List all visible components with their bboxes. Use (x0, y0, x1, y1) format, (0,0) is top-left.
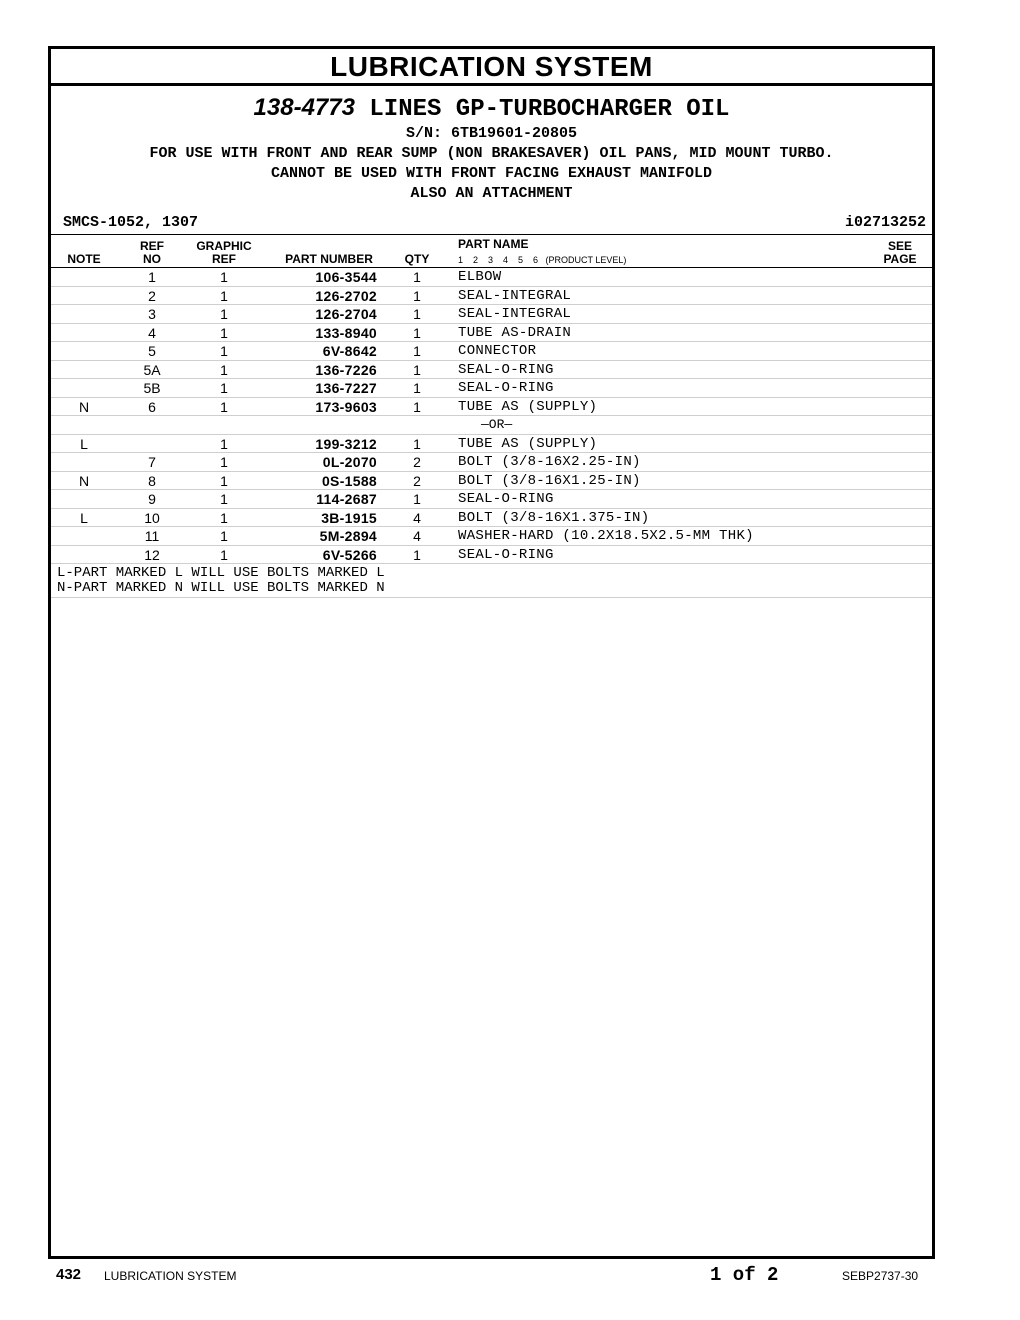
qty-cell: 2 (413, 454, 421, 470)
part-number-cell: 106-3544 (315, 269, 377, 285)
ref-no-cell: 12 (144, 546, 160, 563)
qty-cell: 1 (413, 435, 421, 452)
table-row (51, 324, 932, 343)
table-header (51, 235, 932, 268)
footer-section: LUBRICATION SYSTEM (104, 1269, 237, 1283)
usage-note-1: FOR USE WITH FRONT AND REAR SUMP (NON BRAKESAVER) OIL PANS, MID MOUNT TURBO. (149, 145, 834, 162)
table-footnotes (51, 564, 932, 598)
col-part-name-label: PART NAME (458, 237, 529, 251)
col-note: NOTE (67, 252, 101, 266)
part-name-cell: CONNECTOR (458, 343, 537, 359)
group-title (51, 94, 932, 124)
col-graphic-ref (187, 240, 261, 266)
part-name-cell: TUBE AS-DRAIN (458, 324, 572, 341)
system-title: LUBRICATION SYSTEM (51, 49, 932, 86)
part-number-cell: 3B-1915 (321, 509, 377, 526)
ref-no-cell: 5 (148, 343, 156, 359)
part-number-cell: 0L-2070 (322, 454, 377, 470)
usage-note-3: ALSO AN ATTACHMENT (410, 185, 573, 202)
table-row (51, 342, 932, 361)
qty-cell: 1 (413, 380, 421, 396)
group-number: 138-4773 (253, 94, 355, 121)
table-row (51, 398, 932, 417)
col-part-number: PART NUMBER (285, 252, 373, 266)
col-see-page-top: SEE (887, 239, 912, 253)
part-name-cell: ELBOW (458, 269, 502, 285)
part-number-cell: 114-2687 (316, 491, 377, 507)
col-ref-no-top: REF (140, 239, 164, 253)
table-row (51, 305, 932, 324)
illustration-id: i02713252 (844, 214, 926, 231)
ref-no-cell: 1 (148, 269, 156, 285)
part-name-cell: BOLT (3/8-16X1.375-IN) (458, 509, 650, 526)
qty-cell: 1 (413, 361, 421, 378)
table-row (51, 361, 932, 380)
graphic-ref-cell: 1 (220, 324, 228, 341)
part-number-cell: 173-9603 (315, 398, 377, 415)
table-row (51, 490, 932, 509)
graphic-ref-cell: 1 (220, 343, 228, 359)
ref-no-cell: 5A (143, 361, 161, 378)
or-separator-row (51, 416, 932, 435)
qty-cell: 1 (413, 343, 421, 359)
col-qty: QTY (404, 252, 430, 266)
part-number-cell: 199-3212 (315, 435, 377, 452)
table-row (51, 287, 932, 306)
part-name-cell: WASHER-HARD (10.2X18.5X2.5-MM THK) (458, 528, 754, 544)
part-number-cell: 5M-2894 (319, 528, 377, 544)
graphic-ref-cell: 1 (220, 361, 228, 378)
part-number-cell: 133-8940 (315, 324, 377, 341)
graphic-ref-cell: 1 (220, 380, 228, 396)
group-header (51, 94, 932, 204)
graphic-ref-cell: 1 (220, 528, 228, 544)
smcs-codes: SMCS-1052, 1307 (63, 214, 199, 231)
part-number-cell: 0S-1588 (321, 472, 377, 489)
graphic-ref-cell: 1 (220, 472, 228, 489)
ref-no-cell: 11 (144, 528, 160, 544)
part-name-cell: TUBE AS (SUPPLY) (458, 398, 598, 415)
footnote-l: L-PART MARKED L WILL USE BOLTS MARKED L (57, 565, 385, 581)
ref-no-cell: 10 (144, 509, 160, 526)
graphic-ref-cell: 1 (220, 287, 228, 304)
group-name: LINES GP-TURBOCHARGER OIL (369, 96, 730, 123)
table-row (51, 435, 932, 454)
usage-note-2: CANNOT BE USED WITH FRONT FACING EXHAUST MANIFOLD (270, 165, 713, 182)
part-name-cell: BOLT (3/8-16X1.25-IN) (458, 472, 641, 489)
parts-page-frame (48, 46, 935, 1259)
qty-cell: 1 (413, 491, 421, 507)
page-number: 432 (56, 1266, 82, 1283)
note-cell: N (78, 398, 90, 415)
part-number-cell: 6V-5266 (322, 546, 377, 563)
qty-cell: 4 (413, 509, 421, 526)
graphic-ref-cell: 1 (220, 454, 228, 470)
graphic-ref-cell: 1 (220, 398, 228, 415)
graphic-ref-cell: 1 (220, 509, 228, 526)
page-footer (0, 1262, 1020, 1292)
qty-cell: 1 (413, 398, 421, 415)
part-name-cell: SEAL-O-RING (458, 491, 554, 507)
col-part-name (458, 238, 626, 267)
table-row (51, 546, 932, 565)
ref-no-cell: 8 (148, 472, 156, 489)
graphic-ref-cell: 1 (220, 546, 228, 563)
serial-number: S/N: 6TB19601-20805 (405, 125, 578, 142)
ref-no-cell: 6 (148, 398, 156, 415)
ref-no-cell: 3 (148, 306, 156, 322)
part-number-cell: 6V-8642 (322, 343, 377, 359)
ref-no-cell: 7 (148, 454, 156, 470)
footnote-n: N-PART MARKED N WILL USE BOLTS MARKED N (57, 580, 385, 596)
part-number-cell: 126-2702 (315, 287, 377, 304)
col-ref-no (117, 240, 187, 266)
table-row (51, 509, 932, 528)
table-row (51, 453, 932, 472)
col-graphic-ref-bottom: REF (212, 252, 236, 266)
graphic-ref-cell: 1 (220, 491, 228, 507)
qty-cell: 4 (413, 528, 421, 544)
or-separator: —OR— (481, 417, 513, 432)
qty-cell: 1 (413, 324, 421, 341)
note-cell: L (80, 435, 88, 452)
product-level-scale: 1 2 3 4 5 6 (PRODUCT LEVEL) (458, 255, 627, 265)
col-ref-no-bottom: NO (143, 252, 161, 266)
ref-no-cell: 5B (143, 380, 161, 396)
note-cell: N (78, 472, 90, 489)
ref-no-cell: 9 (148, 491, 156, 507)
graphic-ref-cell: 1 (220, 269, 228, 285)
ref-no-cell: 2 (148, 287, 156, 304)
part-name-cell: SEAL-INTEGRAL (458, 287, 572, 304)
part-name-cell: SEAL-O-RING (458, 546, 554, 563)
col-see-page-bottom: PAGE (883, 252, 917, 266)
page-of: 1 of 2 (710, 1264, 779, 1286)
table-row (51, 268, 932, 287)
qty-cell: 1 (413, 546, 421, 563)
ref-no-cell: 4 (148, 324, 156, 341)
table-row (51, 527, 932, 546)
table-row (51, 472, 932, 491)
part-name-cell: TUBE AS (SUPPLY) (458, 435, 598, 452)
doc-number: SEBP2737-30 (842, 1269, 919, 1283)
parts-table-body (51, 268, 932, 564)
part-name-cell: SEAL-O-RING (458, 361, 554, 378)
qty-cell: 1 (413, 269, 421, 285)
qty-cell: 2 (413, 472, 421, 489)
smcs-row (51, 212, 932, 235)
table-row (51, 379, 932, 398)
part-number-cell: 136-7227 (315, 380, 377, 396)
col-see-page (871, 240, 929, 266)
col-graphic-ref-top: GRAPHIC (196, 239, 252, 253)
note-cell: L (80, 509, 88, 526)
qty-cell: 1 (413, 306, 421, 322)
part-name-cell: SEAL-O-RING (458, 380, 554, 396)
part-number-cell: 126-2704 (315, 306, 377, 322)
part-name-cell: SEAL-INTEGRAL (458, 306, 572, 322)
qty-cell: 1 (413, 287, 421, 304)
part-name-cell: BOLT (3/8-16X2.25-IN) (458, 454, 641, 470)
graphic-ref-cell: 1 (220, 306, 228, 322)
part-number-cell: 136-7226 (315, 361, 377, 378)
graphic-ref-cell: 1 (220, 435, 228, 452)
